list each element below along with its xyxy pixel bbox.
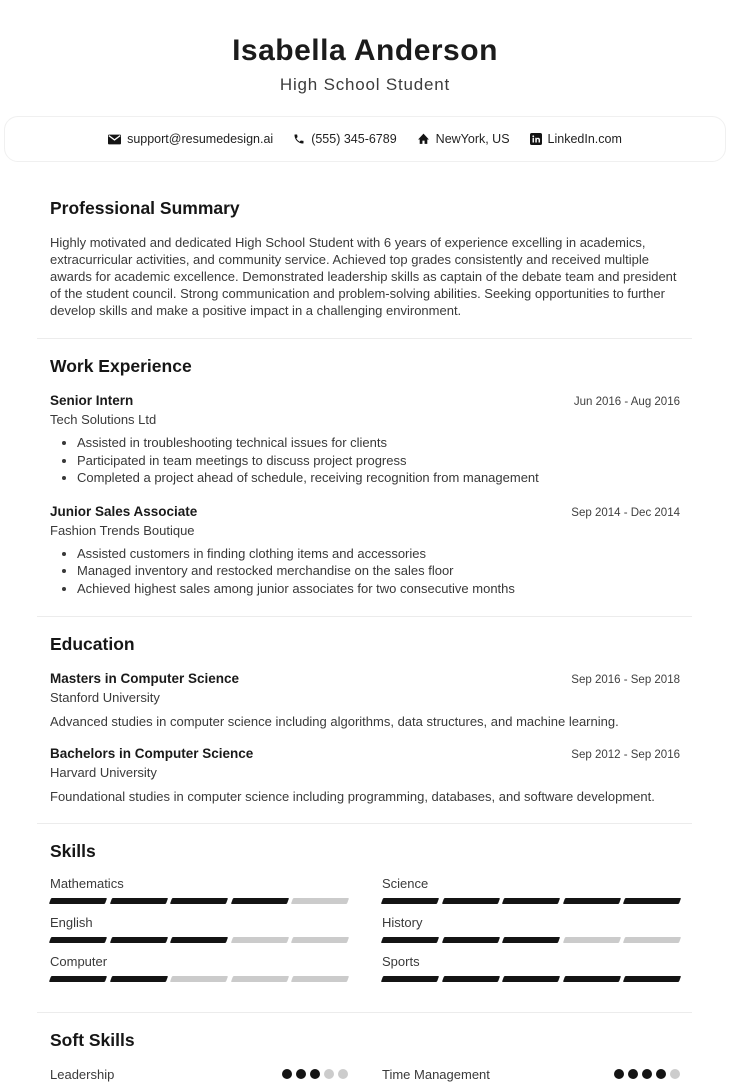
skill-name: Computer <box>50 954 108 969</box>
work-heading: Work Experience <box>50 356 192 376</box>
dot-filled <box>628 1069 638 1079</box>
skill-level-bar <box>382 937 680 943</box>
bar-segment-filled <box>502 898 560 904</box>
soft-skills-heading: Soft Skills <box>50 1030 135 1050</box>
dot-filled <box>642 1069 652 1079</box>
job-bullet: • Participated in team meetings to discuss project progress <box>77 452 680 470</box>
contact-linkedin[interactable] <box>530 132 622 146</box>
bar-segment-empty <box>291 898 349 904</box>
skill-item <box>50 954 348 982</box>
bar-segment-filled <box>381 937 439 943</box>
degree-entry <box>50 746 680 804</box>
job-header <box>50 393 680 408</box>
section-divider <box>37 616 692 617</box>
skill-level-bar <box>382 976 680 982</box>
job-entry <box>50 393 680 487</box>
bar-segment-filled <box>381 898 439 904</box>
skill-item <box>50 876 348 904</box>
bar-segment-filled <box>502 976 560 982</box>
soft-skill-level-dots <box>282 1069 348 1079</box>
bar-segment-filled <box>49 898 107 904</box>
contact-phone-text: (555) 345-6789 <box>311 132 397 146</box>
soft-skill-name: Time Management <box>382 1066 490 1082</box>
bar-segment-filled <box>442 976 500 982</box>
soft-skill-item <box>50 1064 348 1084</box>
contact-email[interactable] <box>108 132 273 146</box>
bar-segment-filled <box>381 976 439 982</box>
degree-dates: Sep 2012 - Sep 2016 <box>571 749 680 761</box>
skills-grid <box>50 876 680 993</box>
bar-segment-empty <box>563 937 621 943</box>
bar-segment-empty <box>291 937 349 943</box>
summary-heading: Professional Summary <box>50 198 240 218</box>
skill-name: English <box>50 915 93 930</box>
bar-segment-filled <box>623 976 681 982</box>
bar-segment-filled <box>110 898 168 904</box>
job-company: Fashion Trends Boutique <box>50 522 195 538</box>
job-header <box>50 504 680 519</box>
job-title: Junior Sales Associate <box>50 503 198 519</box>
skills-heading: Skills <box>50 841 96 861</box>
job-title: Senior Intern <box>50 393 134 408</box>
section-skills <box>50 841 680 993</box>
summary-text: Highly motivated and dedicated High School Student with 6 years of experience excelling in academics, extracurricular activities, and community service. Achieved top grades consistently and received multiple awards for academic excellence. Demonstrated leadership skills as captain of the debate team and president of the student council. Strong communication and problem-solving abilities. Seeking opportunities to further develop skills and make a positive impact in a challenging environment. <box>50 235 677 318</box>
bar-segment-filled <box>623 898 681 904</box>
bar-segment-filled <box>231 898 289 904</box>
job-bullet-list <box>50 545 680 598</box>
job-bullet: • Achieved highest sales among junior associates for two consecutive months <box>77 580 680 598</box>
section-education <box>50 634 680 804</box>
job-dates: Jun 2016 - Aug 2016 <box>573 396 680 408</box>
degree-description: Advanced studies in computer science including algorithms, data structures, and machine learning. <box>50 714 619 729</box>
job-bullet: • Completed a project ahead of schedule, receiving recognition from management <box>77 469 680 487</box>
linkedin-icon <box>530 133 542 145</box>
dot-empty <box>338 1069 348 1079</box>
resume-header <box>0 0 730 95</box>
candidate-title: High School Student <box>279 75 451 94</box>
skill-level-bar <box>382 898 680 904</box>
degree-dates: Sep 2016 - Sep 2018 <box>571 674 680 686</box>
bar-segment-empty <box>291 976 349 982</box>
contact-bar <box>4 116 726 162</box>
home-icon <box>417 133 430 145</box>
degree-title: Bachelors in Computer Science <box>50 746 254 761</box>
skill-level-bar <box>50 976 348 982</box>
phone-icon <box>293 133 305 145</box>
soft-skills-grid <box>50 1064 680 1084</box>
degree-school: Harvard University <box>50 765 157 780</box>
bar-segment-filled <box>563 976 621 982</box>
degree-header <box>50 746 680 761</box>
bar-segment-empty <box>231 976 289 982</box>
contact-phone[interactable] <box>293 132 396 146</box>
envelope-icon <box>108 134 121 145</box>
bar-segment-filled <box>502 937 560 943</box>
degree-header <box>50 671 680 686</box>
bar-segment-filled <box>563 898 621 904</box>
bar-segment-empty <box>623 937 681 943</box>
dot-filled <box>656 1069 666 1079</box>
contact-location-text: NewYork, US <box>435 132 510 146</box>
skill-name: Mathematics <box>50 876 124 891</box>
dot-empty <box>324 1069 334 1079</box>
contact-location <box>417 132 510 146</box>
degree-title: Masters in Computer Science <box>50 671 240 686</box>
dot-filled <box>310 1069 320 1079</box>
bar-segment-filled <box>442 898 500 904</box>
job-bullet-list <box>50 434 680 487</box>
dot-filled <box>614 1069 624 1079</box>
candidate-name: Isabella Anderson <box>232 34 498 67</box>
soft-skill-level-dots <box>614 1069 680 1079</box>
bar-segment-empty <box>170 976 228 982</box>
soft-skill-item <box>382 1064 680 1084</box>
section-divider <box>37 338 692 339</box>
bar-segment-filled <box>170 898 228 904</box>
skill-name: Science <box>382 876 429 891</box>
job-bullet: • Managed inventory and restocked merchandise on the sales floor <box>77 562 680 580</box>
skill-item <box>50 915 348 943</box>
skill-item <box>382 954 680 982</box>
degree-school: Stanford University <box>50 690 160 705</box>
section-professional-summary <box>50 198 680 319</box>
skill-name: History <box>382 915 423 930</box>
section-divider <box>37 1012 692 1013</box>
dot-filled <box>282 1069 292 1079</box>
bar-segment-filled <box>170 937 228 943</box>
bar-segment-filled <box>49 937 107 943</box>
degree-entry <box>50 671 680 729</box>
job-company: Tech Solutions Ltd <box>50 412 157 427</box>
skill-level-bar <box>50 898 348 904</box>
job-entry <box>50 504 680 598</box>
skill-name: Sports <box>382 954 420 969</box>
bar-segment-filled <box>110 976 168 982</box>
section-work-experience <box>50 356 680 597</box>
contact-email-text: support@resumedesign.ai <box>127 132 274 146</box>
job-bullet: • Assisted in troubleshooting technical issues for clients <box>77 434 680 452</box>
degree-description: Foundational studies in computer science including programming, databases, and software development. <box>50 789 655 804</box>
dot-empty <box>670 1069 680 1079</box>
bar-segment-empty <box>231 937 289 943</box>
job-dates: Sep 2014 - Dec 2014 <box>571 506 680 519</box>
skill-level-bar <box>50 937 348 943</box>
resume-content <box>0 198 730 1084</box>
skill-item <box>382 915 680 943</box>
bar-segment-filled <box>442 937 500 943</box>
education-heading: Education <box>50 634 135 654</box>
bar-segment-filled <box>49 976 107 982</box>
soft-skill-name: Leadership <box>50 1066 115 1082</box>
dot-filled <box>296 1069 306 1079</box>
job-bullet: • Assisted customers in finding clothing items and accessories <box>77 545 680 563</box>
skill-item <box>382 876 680 904</box>
section-divider <box>37 823 692 824</box>
contact-linkedin-text: LinkedIn.com <box>547 132 622 146</box>
section-soft-skills <box>50 1030 680 1084</box>
bar-segment-filled <box>110 937 168 943</box>
